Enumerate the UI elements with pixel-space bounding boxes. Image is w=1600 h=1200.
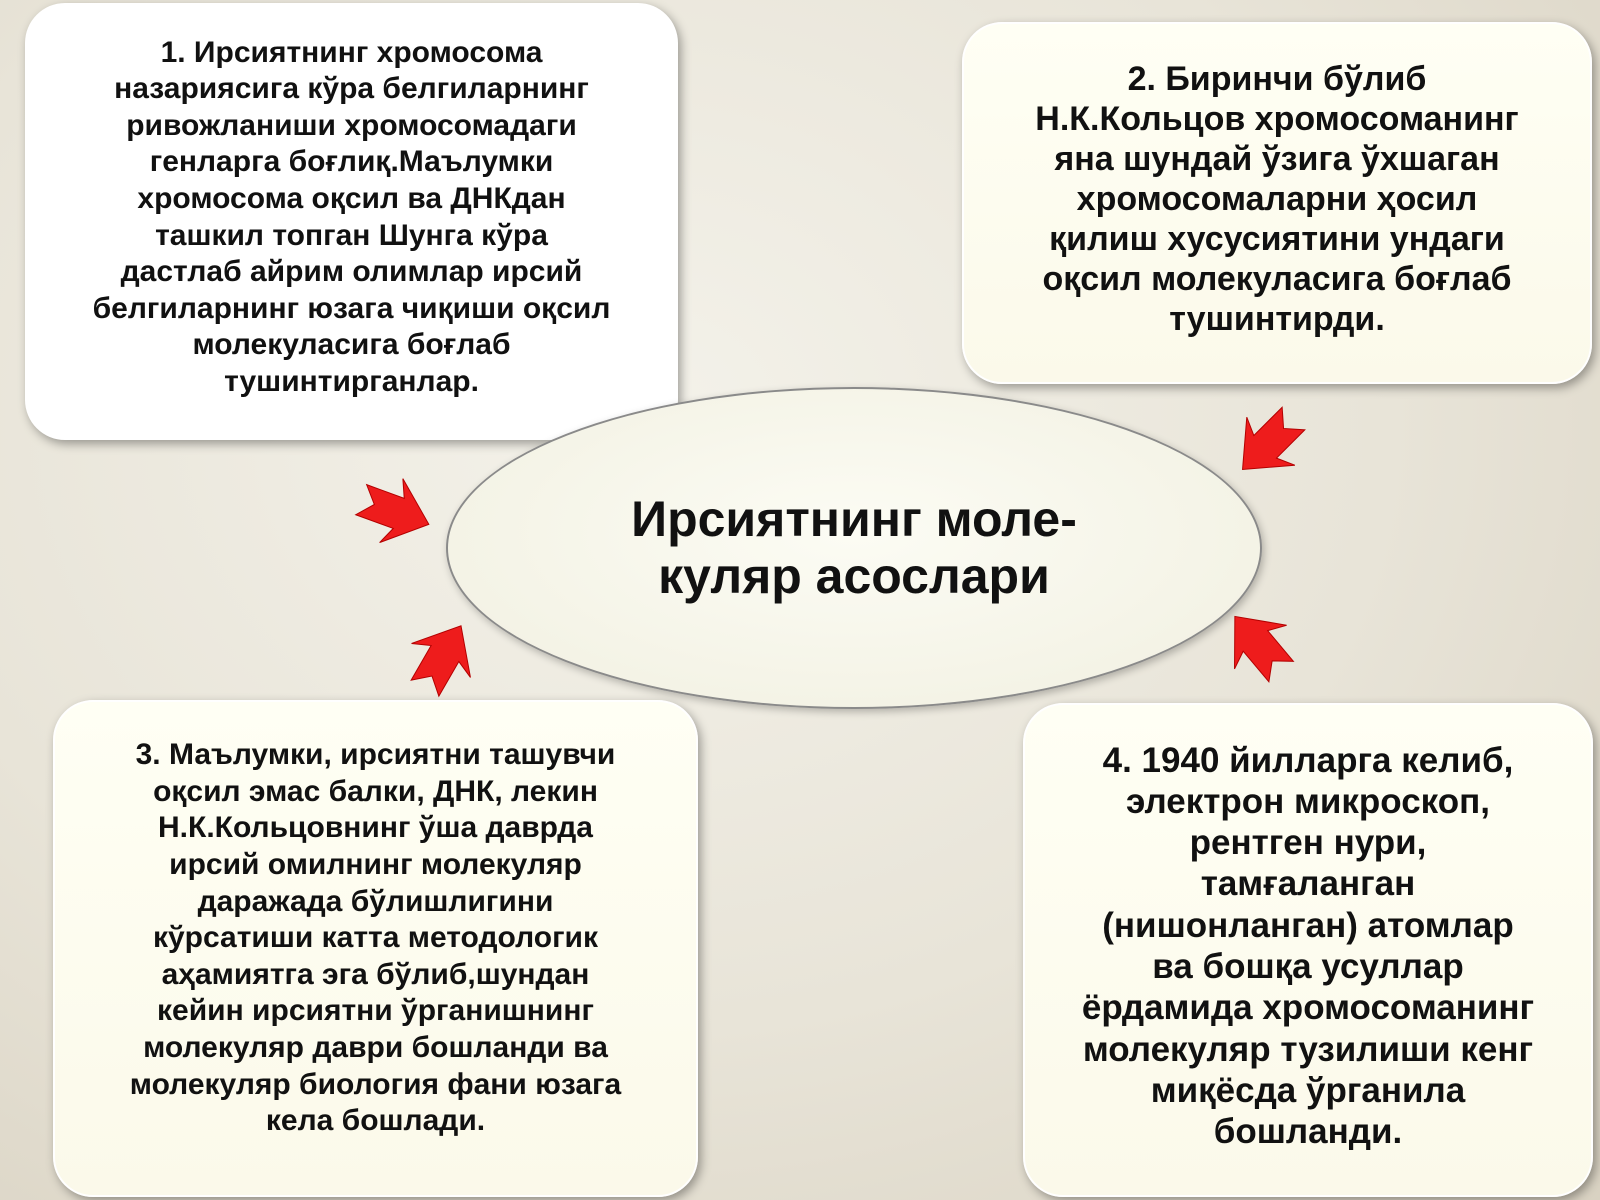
center-title: Ирсиятнинг моле- куляр асослари bbox=[631, 490, 1077, 604]
box-1 bbox=[25, 3, 678, 440]
box-1-text: 1. Ирсиятнинг хромосома назариясига кўра белгиларнинг ривожланиши хромосомадаги генларга боғлиқ.Маълумки хромосома оқсил ва ДНКдан ташкил топган Шунга кўра дастлаб айрим олимлар ирсий белгиларнинг юзага чиқиши оқсил молекуласига боғлаб тушинтирганлар. bbox=[92, 35, 611, 398]
box-2 bbox=[962, 22, 1592, 384]
arrow-icon bbox=[344, 461, 447, 564]
arrow-icon-top-left bbox=[344, 461, 447, 564]
box-2-text: 2. Биринчи бўлиб Н.К.Кольцов хромосоманинг яна шундай ўзига ўхшаган хромосомаларни ҳосил қилиш хусусиятини ундаги оқсил молекуласига боғлаб тушинтирди. bbox=[1035, 59, 1519, 339]
box-3 bbox=[53, 700, 698, 1197]
box-3-text: 3. Маълумки, ирсиятни ташувчи оқсил эмас балки, ДНК, лекин Н.К.Кольцовнинг ўша даврда ирсий омилнинг молекуляр даражада бўлишлигини кўрсатиши катта методологик аҳамиятга эга бўлиб,шундан кейин ирсиятни ўрганишнинг молекуляр даври бошланди ва молекуляр биология фани юзага кела бошлади. bbox=[129, 738, 622, 1138]
arrow-icon-bottom-left bbox=[388, 602, 497, 711]
box-4-text: 4. 1940 йилларга келиб, электрон микроскоп, рентген нури, тамғаланган (нишонланган) атомлар ва бошқа усуллар ёрдамида хромосоманинг молекуляр тузилиши кенг миқёсда ўрганила бошланди. bbox=[1081, 740, 1535, 1152]
box-4 bbox=[1023, 703, 1593, 1197]
center-ellipse bbox=[446, 387, 1262, 709]
arrow-icon bbox=[388, 602, 497, 711]
